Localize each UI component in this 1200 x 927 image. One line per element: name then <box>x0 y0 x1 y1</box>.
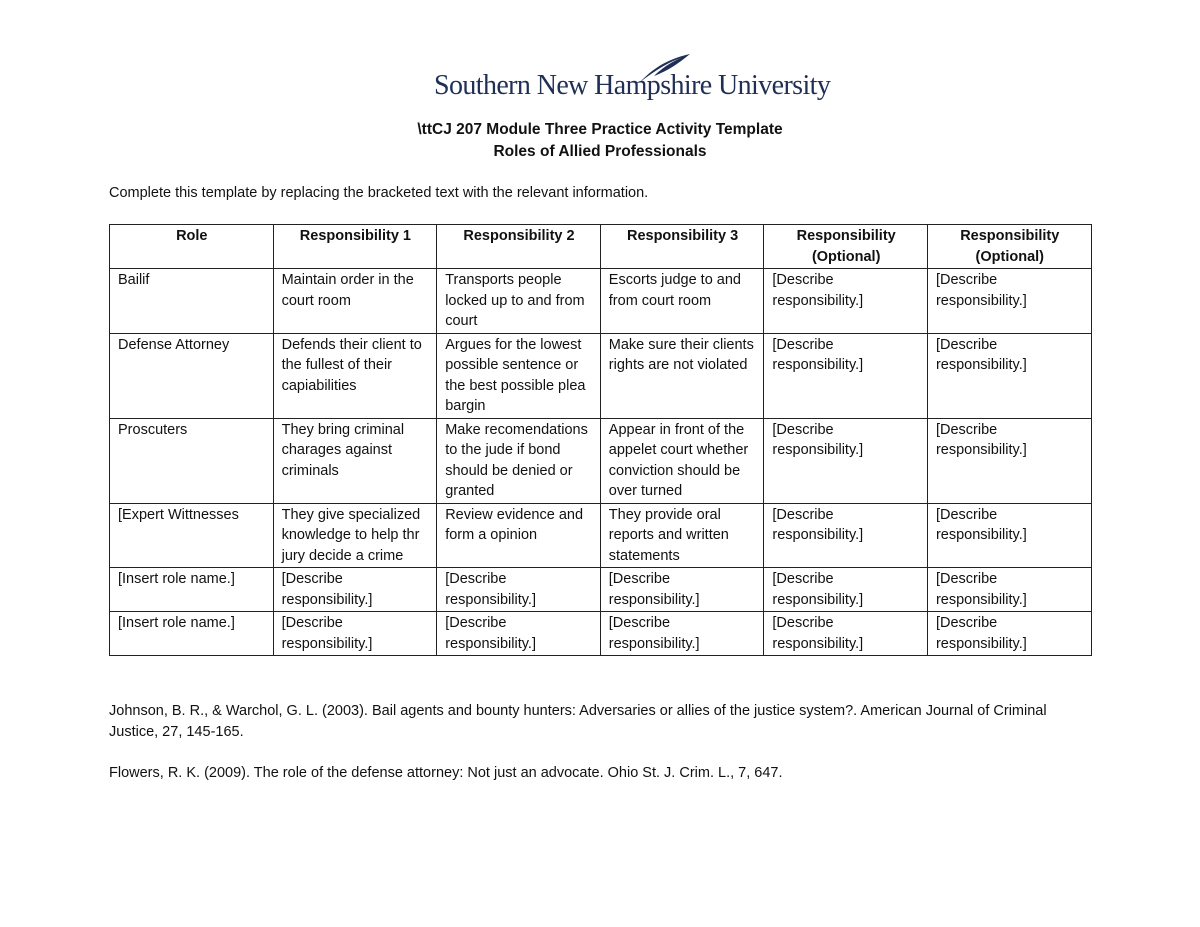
table-cell: They provide oral reports and written statements <box>600 503 764 568</box>
header-cell: Responsibility (Optional) <box>764 225 928 269</box>
table-cell: [Describe responsibility.] <box>764 418 928 503</box>
roles-table <box>109 224 1092 656</box>
logo-wordmark: Southern New Hampshire University <box>434 70 831 101</box>
table-cell: They bring criminal charages against criminals <box>273 418 437 503</box>
table-cell: [Expert Wittnesses <box>110 503 274 568</box>
table-cell: Defends their client to the fullest of their capiabilities <box>273 333 437 418</box>
table-cell: [Describe responsibility.] <box>764 269 928 334</box>
table-cell: [Insert role name.] <box>110 612 274 656</box>
table-cell: [Describe responsibility.] <box>927 568 1091 612</box>
table-cell: They give specialized knowledge to help thr jury decide a crime <box>273 503 437 568</box>
header-cell: Responsibility (Optional) <box>927 225 1091 269</box>
table-cell: [Describe responsibility.] <box>273 612 437 656</box>
table-row <box>110 612 1092 656</box>
reference-entry: Johnson, B. R., & Warchol, G. L. (2003). Bail agents and bounty hunters: Adversaries or allies of the justice system?. American Journal of Criminal Justice, 27, 145-165. <box>109 703 1047 740</box>
table-cell: [Describe responsibility.] <box>273 568 437 612</box>
table-cell: [Describe responsibility.] <box>764 568 928 612</box>
table-row <box>110 418 1092 503</box>
table-cell: Escorts judge to and from court room <box>600 269 764 334</box>
table-header-row <box>110 225 1092 269</box>
university-logo <box>434 52 831 108</box>
table-cell: [Describe responsibility.] <box>764 333 928 418</box>
reference-entry: Flowers, R. K. (2009). The role of the defense attorney: Not just an advocate. Ohio St. J. Crim. L., 7, 647. <box>109 765 783 781</box>
table-cell: Proscuters <box>110 418 274 503</box>
table-row <box>110 269 1092 334</box>
header-cell: Responsibility 1 <box>273 225 437 269</box>
table-cell: Bailif <box>110 269 274 334</box>
table-cell: Make recomendations to the jude if bond should be denied or granted <box>437 418 601 503</box>
header-cell: Responsibility 2 <box>437 225 601 269</box>
table-cell: [Describe responsibility.] <box>927 503 1091 568</box>
table-row <box>110 503 1092 568</box>
table-cell: [Describe responsibility.] <box>764 503 928 568</box>
table-cell: [Describe responsibility.] <box>437 568 601 612</box>
instructions-text: Complete this template by replacing the bracketed text with the relevant information. <box>109 185 649 201</box>
header-cell: Responsibility 3 <box>600 225 764 269</box>
table-cell: Transports people locked up to and from court <box>437 269 601 334</box>
table-cell: [Insert role name.] <box>110 568 274 612</box>
table-cell: Defense Attorney <box>110 333 274 418</box>
table-cell: [Describe responsibility.] <box>600 568 764 612</box>
document-title: \ttCJ 207 Module Three Practice Activity Template <box>417 121 783 138</box>
table-cell: [Describe responsibility.] <box>927 418 1091 503</box>
table-cell: [Describe responsibility.] <box>927 612 1091 656</box>
table-cell: Argues for the lowest possible sentence or the best possible plea bargin <box>437 333 601 418</box>
table-cell: Review evidence and form a opinion <box>437 503 601 568</box>
table-row <box>110 568 1092 612</box>
table-cell: [Describe responsibility.] <box>927 333 1091 418</box>
table-cell: [Describe responsibility.] <box>927 269 1091 334</box>
table-cell: Appear in front of the appelet court whether conviction should be over turned <box>600 418 764 503</box>
table-cell: [Describe responsibility.] <box>600 612 764 656</box>
table-cell: Maintain order in the court room <box>273 269 437 334</box>
table-cell: [Describe responsibility.] <box>764 612 928 656</box>
table-row <box>110 333 1092 418</box>
header-cell: Role <box>110 225 274 269</box>
table-cell: [Describe responsibility.] <box>437 612 601 656</box>
document-subtitle: Roles of Allied Professionals <box>493 143 707 160</box>
table-cell: Make sure their clients rights are not violated <box>600 333 764 418</box>
